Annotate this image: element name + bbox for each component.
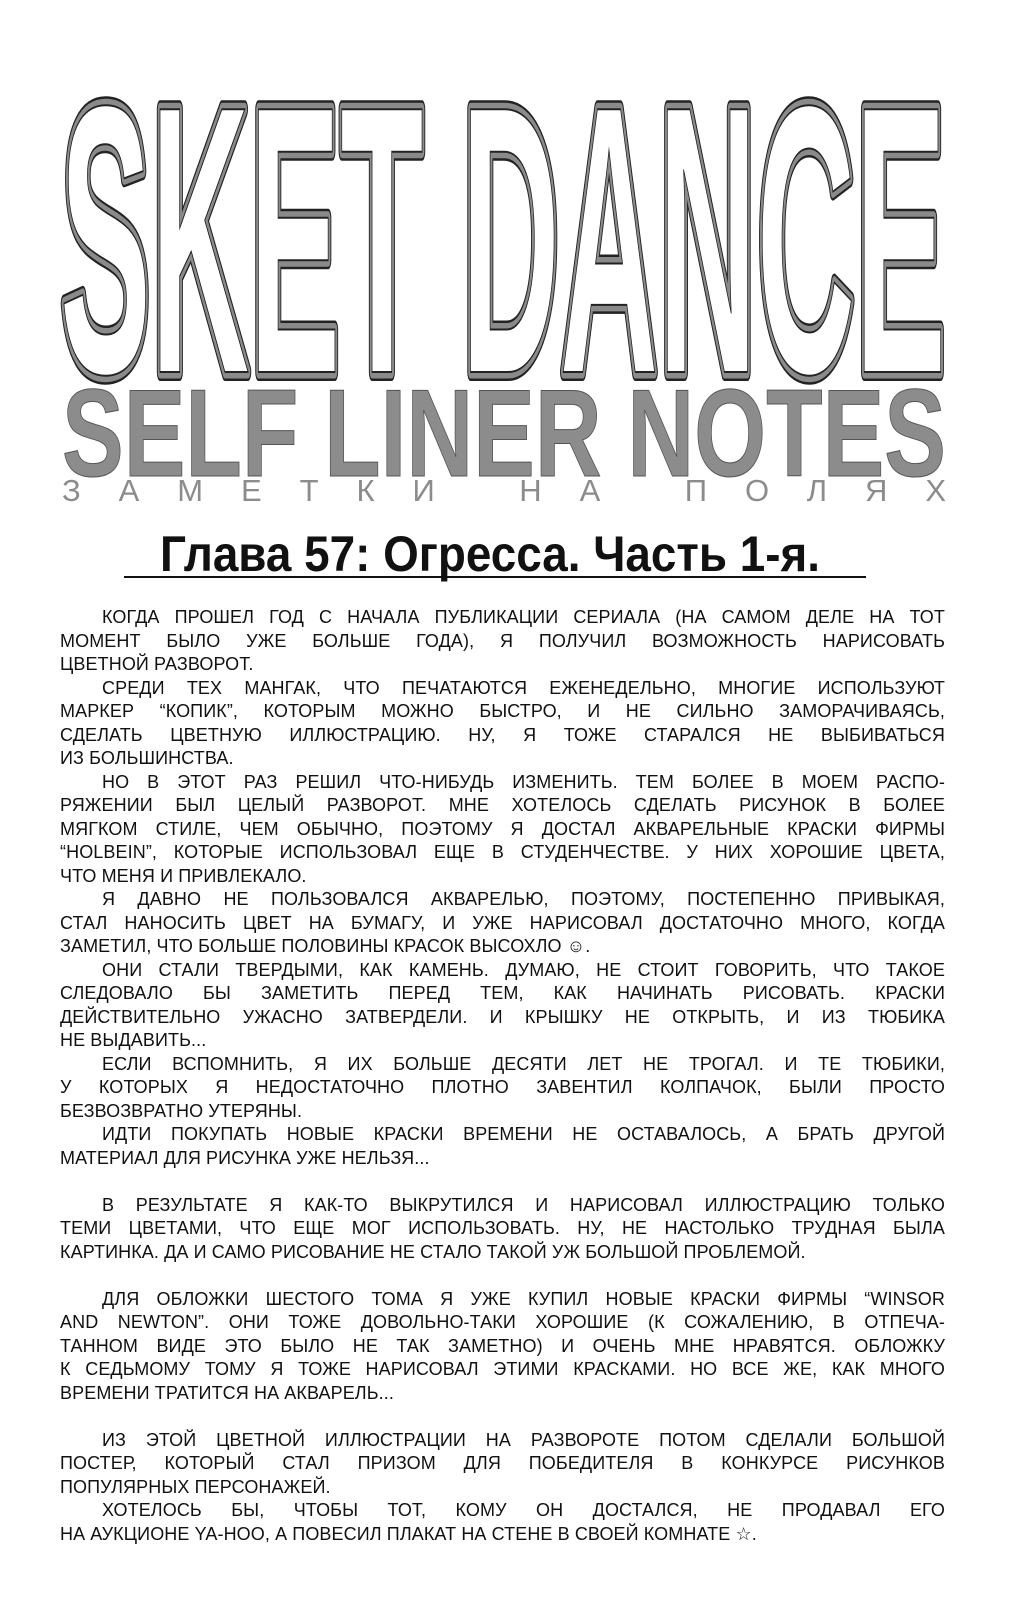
section [60, 1194, 945, 1265]
text-line: ПОПУЛЯРНЫХ ПЕРСОНАЖЕЙ. [60, 1476, 331, 1497]
paragraph [60, 677, 945, 771]
text-line: ИДТИ ПОКУПАТЬ НОВЫЕ КРАСКИ ВРЕМЕНИ НЕ ОСТАВАЛОСЬ, А БРАТЬ ДРУГОЙ [102, 1124, 945, 1144]
chapter-heading [0, 520, 1024, 590]
text-line: ХОТЕЛОСЬ БЫ, ЧТОБЫ ТОТ, КОМУ ОН ДОСТАЛСЯ, НЕ ПРОДАВАЛ ЕГО [102, 1500, 945, 1520]
text-line: БЕЗВОЗВРАТНО УТЕРЯНЫ. [60, 1100, 303, 1121]
logo-title-gray: SKET DANCE [60, 26, 946, 453]
text-line: ЧТО МЕНЯ И ПРИВЛЕКАЛО. [60, 865, 307, 886]
text-line: СДЕЛАТЬ ЦВЕТНУЮ ИЛЛЮСТРАЦИЮ. НУ, Я ТОЖЕ СТАРАЛСЯ НЕ ВЫБИВАТЬСЯ [60, 724, 945, 745]
section [60, 606, 945, 1170]
paragraph [60, 1053, 945, 1124]
text-line: AND NEWTON”. ОНИ ТОЖЕ ДОВОЛЬНО-ТАКИ ХОРОШИЕ (К СОЖАЛЕНИЮ, В ОТПЕЧА- [60, 1312, 945, 1332]
chapter-title: Глава 57: Огресса. Часть 1-я. [160, 526, 820, 582]
paragraph [60, 771, 945, 889]
text-line: МЯГКОМ СТИЛЕ, ЧЕМ ОБЫЧНО, ПОЭТОМУ Я ДОСТАЛ АКВАРЕЛЬНЫЕ КРАСКИ ФИРМЫ [60, 818, 945, 839]
text-line: МАРКЕР “КОПИК”, КОТОРЫМ МОЖНО БЫСТРО, И НЕ СИЛЬНО ЗАМОРАЧИВАЯСЬ, [60, 701, 945, 721]
text-line: СЛЕДОВАЛО БЫ ЗАМЕТИТЬ ПЕРЕД ТЕМ, КАК НАЧИНАТЬ РИСОВАТЬ. КРАСКИ [60, 983, 945, 1003]
paragraph [60, 1123, 945, 1170]
text-line: В РЕЗУЛЬТАТЕ Я КАК-ТО ВЫКРУТИЛСЯ И НАРИСОВАЛ ИЛЛЮСТРАЦИЮ ТОЛЬКО [102, 1194, 945, 1215]
text-line: ИЗ ЭТОЙ ЦВЕТНОЙ ИЛЛЮСТРАЦИИ НА РАЗВОРОТЕ ПОТОМ СДЕЛАЛИ БОЛЬШОЙ [102, 1429, 945, 1450]
text-line: У КОТОРЫХ Я НЕДОСТАТОЧНО ПЛОТНО ЗАВЕНТИЛ КОЛПАЧОК, БЫЛИ ПРОСТО [60, 1077, 945, 1097]
text-line: ЦВЕТНОЙ РАЗВОРОТ. [60, 654, 254, 674]
text-line: К СЕДЬМОМУ ТОМУ Я ТОЖЕ НАРИСОВАЛ ЭТИМИ КРАСКАМИ. НО ВСЕ ЖЕ, КАК МНОГО [60, 1359, 945, 1379]
text-line: НА АУКЦИОНЕ YA-HOO, А ПОВЕСИЛ ПЛАКАТ НА СТЕНЕ В СВОЕЙ КОМНАТЕ ☆. [60, 1523, 757, 1544]
logo-title: SKET DANCE [60, 26, 946, 453]
text-line: ДЛЯ ОБЛОЖКИ ШЕСТОГО ТОМА Я УЖЕ КУПИЛ НОВЫЕ КРАСКИ ФИРМЫ “WINSOR [102, 1288, 945, 1309]
paragraph [60, 959, 945, 1053]
logo-title-outline: SKET DANCE [60, 26, 946, 453]
text-line: МОМЕНТ БЫЛО УЖЕ БОЛЬШЕ ГОДА), Я ПОЛУЧИЛ ВОЗМОЖНОСТЬ НАРИСОВАТЬ [60, 630, 945, 651]
text-line: НО В ЭТОТ РАЗ РЕШИЛ ЧТО-НИБУДЬ ИЗМЕНИТЬ. ТЕМ БОЛЕЕ В МОЕМ РАСПО- [102, 771, 945, 792]
section [60, 1288, 945, 1406]
text-line: МАТЕРИАЛ ДЛЯ РИСУНКА УЖЕ НЕЛЬЗЯ... [60, 1147, 430, 1168]
text-line: ТАННОМ ВИДЕ ЭТО БЫЛО НЕ ТАК ЗАМЕТНО) И ОЧЕНЬ МНЕ НРАВЯТСЯ. ОБЛОЖКУ [60, 1335, 945, 1356]
text-line: ДЕЙСТВИТЕЛЬНО УЖАСНО ЗАТВЕРДЕЛИ. И КРЫШКУ НЕ ОТКРЫТЬ, И ИЗ ТЮБИКА [60, 1006, 945, 1027]
paragraph [60, 606, 945, 677]
text-line: “HOLBEIN”, КОТОРЫЕ ИСПОЛЬЗОВАЛ ЕЩЕ В СТУДЕНЧЕСТВЕ. У НИХ ХОРОШИЕ ЦВЕТА, [60, 842, 945, 862]
section-gap [60, 1405, 945, 1429]
section-gap [60, 1170, 945, 1194]
text-line: ЗАМЕТИЛ, ЧТО БОЛЬШЕ ПОЛОВИНЫ КРАСОК ВЫСОХЛО ☺. [60, 936, 591, 956]
text-line: Я ДАВНО НЕ ПОЛЬЗОВАЛСЯ АКВАРЕЛЬЮ, ПОЭТОМУ, ПОСТЕПЕННО ПРИВЫКАЯ, [102, 889, 945, 909]
section-gap [60, 1264, 945, 1288]
logo-subtitle-ru: ЗАМЕТКИ НА ПОЛЯХ [62, 473, 946, 508]
text-line: ПОСТЕР, КОТОРЫЙ СТАЛ ПРИЗОМ ДЛЯ ПОБЕДИТЕЛЯ В КОНКУРСЕ РИСУНКОВ [60, 1453, 945, 1473]
text-line: ВРЕМЕНИ ТРАТИТСЯ НА АКВАРЕЛЬ... [60, 1382, 394, 1403]
text-line: СРЕДИ ТЕХ МАНГАК, ЧТО ПЕЧАТАЮТСЯ ЕЖЕНЕДЕЛЬНО, МНОГИЕ ИСПОЛЬЗУЮТ [102, 677, 945, 698]
paragraph [60, 1194, 945, 1265]
series-logo [0, 0, 1024, 520]
text-line: ЕСЛИ ВСПОМНИТЬ, Я ИХ БОЛЬШЕ ДЕСЯТИ ЛЕТ НЕ ТРОГАЛ. И ТЕ ТЮБИКИ, [102, 1053, 945, 1074]
paragraph [60, 1429, 945, 1500]
paragraph [60, 1288, 945, 1406]
text-line: ИЗ БОЛЬШИНСТВА. [60, 748, 234, 768]
text-line: СТАЛ НАНОСИТЬ ЦВЕТ НА БУМАГУ, И УЖЕ НАРИСОВАЛ ДОСТАТОЧНО МНОГО, КОГДА [60, 912, 945, 933]
text-line: ТЕМИ ЦВЕТАМИ, ЧТО ЕЩЕ МОГ ИСПОЛЬЗОВАТЬ. НУ, НЕ НАСТОЛЬКО ТРУДНАЯ БЫЛА [60, 1218, 945, 1238]
text-line: НЕ ВЫДАВИТЬ... [60, 1030, 207, 1050]
text-line: ОНИ СТАЛИ ТВЕРДЫМИ, КАК КАМЕНЬ. ДУМАЮ, НЕ СТОИТ ГОВОРИТЬ, ЧТО ТАКОЕ [102, 959, 945, 980]
paragraph [60, 888, 945, 959]
section [60, 1429, 945, 1547]
paragraph [60, 1499, 945, 1546]
logo-subtitle: SELF LINER NOTES [62, 365, 946, 503]
text-line: КОГДА ПРОШЕЛ ГОД С НАЧАЛА ПУБЛИКАЦИИ СЕРИАЛА (НА САМОМ ДЕЛЕ НА ТОТ [102, 607, 945, 627]
notes-body [60, 606, 945, 1546]
text-line: РЯЖЕНИИ БЫЛ ЦЕЛЫЙ РАЗВОРОТ. МНЕ ХОТЕЛОСЬ СДЕЛАТЬ РИСУНОК В БОЛЕЕ [60, 795, 945, 815]
text-line: КАРТИНКА. ДА И САМО РИСОВАНИЕ НЕ СТАЛО ТАКОЙ УЖ БОЛЬШОЙ ПРОБЛЕМОЙ. [60, 1241, 806, 1262]
